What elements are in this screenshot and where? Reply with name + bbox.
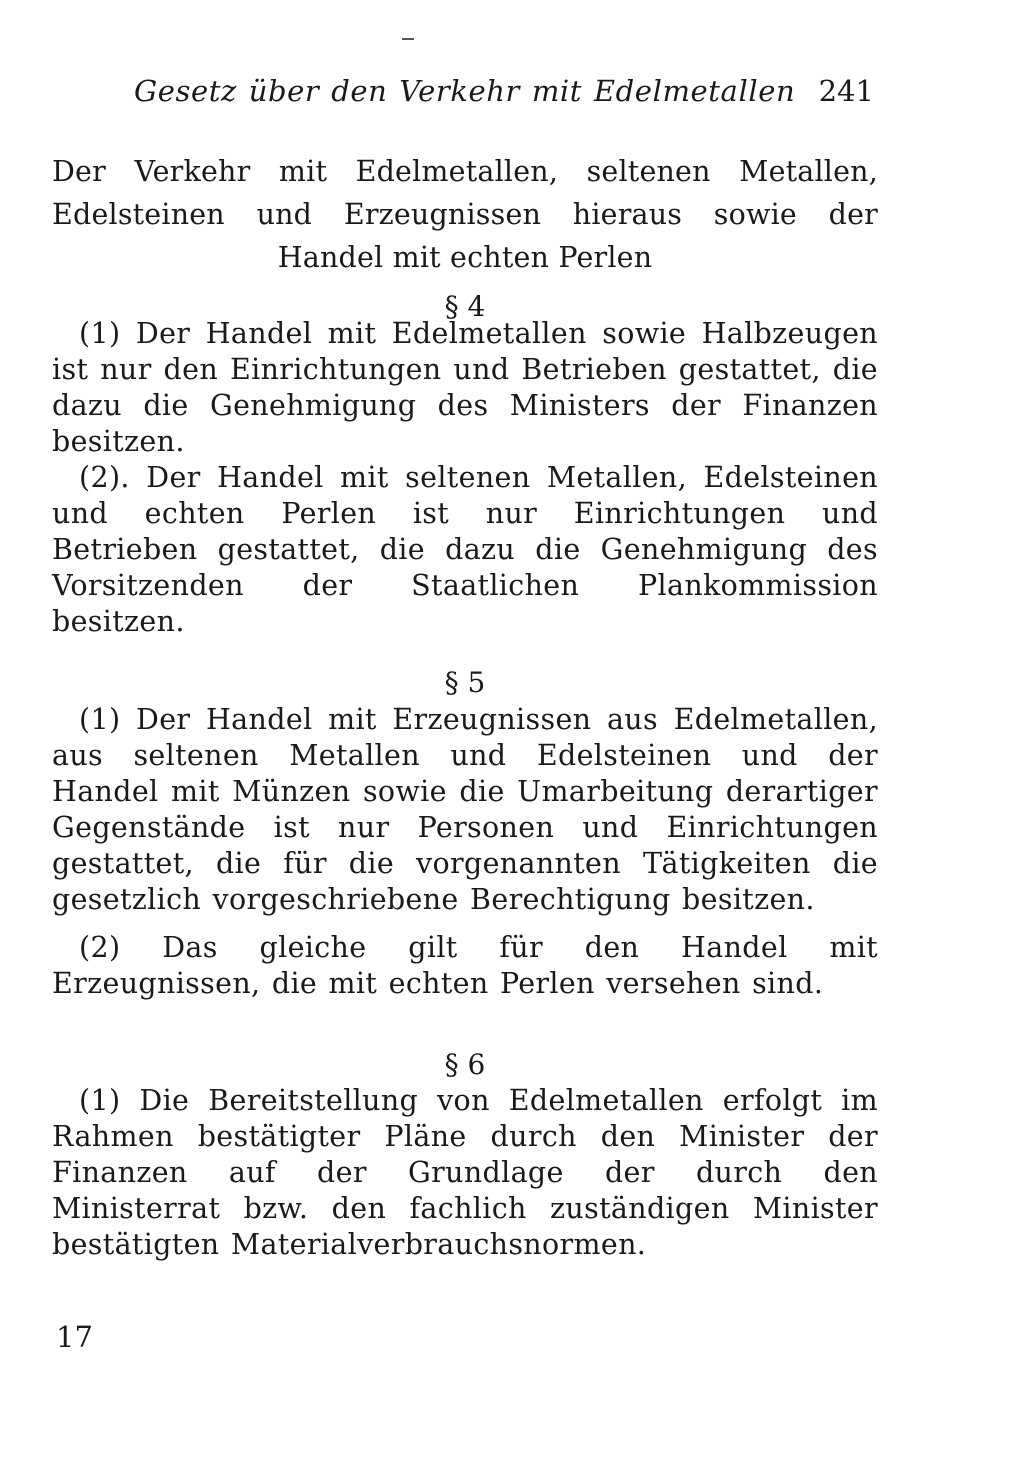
section-5-paragraph-1: (1) Der Handel mit Erzeugnissen aus Edelmetallen, aus seltenen Metallen und Edelsteinen und der Handel mit Münzen sowie die Umarbeitung derartiger Gegenstände ist nur Personen und Einrichtungen gestattet, die für die vorgenannten Tätigkeiten die gesetzlich vorgeschriebene Berechtigung besitzen.	[52, 703, 878, 916]
section-5-paragraph-2: (2) Das gleiche gilt für den Handel mit Erzeugnissen, die mit echten Perlen versehen sind.	[52, 931, 878, 1000]
section-heading-4: § 4	[444, 290, 486, 323]
signature-number: 17	[56, 1320, 93, 1354]
chapter-title: Der Verkehr mit Edelmetallen, seltenen Metallen, Edelsteinen und Erzeugnissen hieraus sowie der Handel mit echten Perlen	[52, 155, 878, 274]
section-6-paragraph-1: (1) Die Bereitstellung von Edelmetallen erfolgt im Rahmen bestätigter Pläne durch den Minister der Finanzen auf der Grundlage der durch den Ministerrat bzw. den fachlich zuständigen Minister bestätigten Materialverbrauchsnormen.	[52, 1084, 878, 1261]
section-4-paragraph-2: (2). Der Handel mit seltenen Metallen, Edelsteinen und echten Perlen ist nur Einrichtungen und Betrieben gestattet, die dazu die Genehmigung des Vorsitzenden der Staatlichen Plankommission besitzen.	[52, 461, 878, 638]
section-heading-6: § 6	[444, 1048, 486, 1081]
print-mark	[402, 38, 414, 40]
page-number: 241	[818, 74, 874, 108]
section-4-paragraph-1: (1) Der Handel mit Edelmetallen sowie Halbzeugen ist nur den Einrichtungen und Betrieben gestattet, die dazu die Genehmigung des Ministers der Finanzen besitzen.	[52, 317, 878, 458]
section-heading-5: § 5	[444, 666, 486, 699]
document-page	[52, 0, 878, 1457]
running-title: Gesetz über den Verkehr mit Edelmetallen	[134, 74, 796, 108]
running-header	[52, 74, 878, 114]
